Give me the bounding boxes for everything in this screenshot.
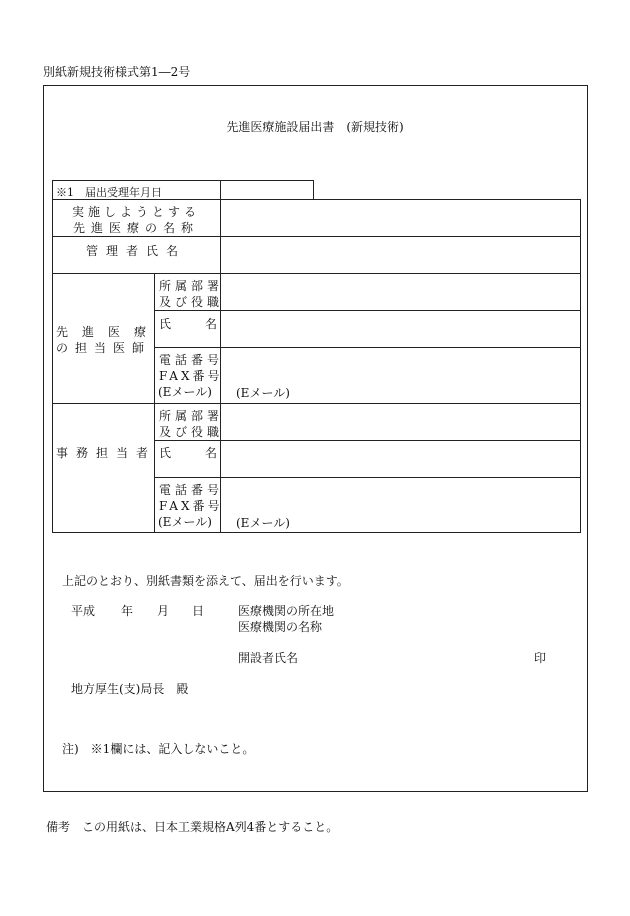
- clerk-email-value: (Eメール): [236, 516, 290, 530]
- clerk-name-label-1: 氏: [159, 446, 172, 460]
- manager-name-field[interactable]: [221, 237, 579, 272]
- doctor-name-label-2: 名: [205, 317, 218, 331]
- doctor-group-label-line1: 先進医療: [56, 325, 161, 339]
- clerk-email-label: (Eメール): [158, 515, 212, 529]
- tech-name-field[interactable]: [221, 200, 579, 235]
- seal-mark: 印: [534, 651, 547, 665]
- receipt-date-field: [221, 181, 312, 198]
- form-title: 先進医療施設届出書 (新規技術): [226, 120, 404, 134]
- clerk-name-label-2: 名: [205, 446, 218, 460]
- doctor-dept-label-line1: 所属部署: [159, 279, 224, 293]
- clerk-fax-label: FAX番号: [159, 499, 223, 513]
- doctor-dept-label-line2: 及び役職: [159, 295, 224, 309]
- note-text: 注) ※1欄には、記入しないこと。: [62, 742, 255, 756]
- doctor-email-value: (Eメール): [236, 386, 290, 400]
- clerk-name-field[interactable]: [221, 441, 579, 476]
- institution-address-label: 医療機関の所在地: [238, 604, 335, 618]
- doctor-dept-field[interactable]: [221, 274, 579, 309]
- date-year: 年: [121, 604, 134, 618]
- clerk-group-label: 事務担当者: [56, 446, 157, 460]
- clerk-dept-label-line1: 所属部署: [159, 409, 224, 423]
- date-month: 月: [157, 604, 170, 618]
- receipt-date-label: ※1 届出受理年月日: [56, 186, 162, 199]
- tech-name-label-line2: 先進医療の名称: [72, 221, 199, 235]
- manager-name-label: 管理者氏名: [85, 244, 186, 258]
- doctor-fax-label: FAX番号: [159, 369, 223, 383]
- remarks-text: 備考 この用紙は、日本工業規格A列4番とすること。: [46, 820, 339, 834]
- addressee-text: 地方厚生(支)局長 殿: [71, 682, 189, 696]
- clerk-dept-label-line2: 及び役職: [159, 425, 224, 439]
- tech-name-label-line1: 実施しようとする: [71, 205, 200, 219]
- clerk-phone-label: 電話番号: [159, 483, 224, 497]
- date-era: 平成: [71, 604, 96, 618]
- statement-text: 上記のとおり、別紙書類を添えて、届出を行います。: [62, 574, 349, 588]
- doctor-group-label-line2: の担当医師: [56, 341, 152, 355]
- doctor-name-label-1: 氏: [159, 317, 172, 331]
- clerk-dept-field[interactable]: [221, 404, 579, 439]
- institution-name-label: 医療機関の名称: [238, 620, 323, 634]
- doctor-email-label: (Eメール): [158, 385, 212, 399]
- form-number-label: 別紙新規技術様式第1―2号: [43, 65, 191, 79]
- date-day: 日: [192, 604, 205, 618]
- founder-name-label: 開設者氏名: [238, 651, 299, 665]
- doctor-phone-label: 電話番号: [159, 353, 224, 367]
- doctor-name-field[interactable]: [221, 311, 579, 346]
